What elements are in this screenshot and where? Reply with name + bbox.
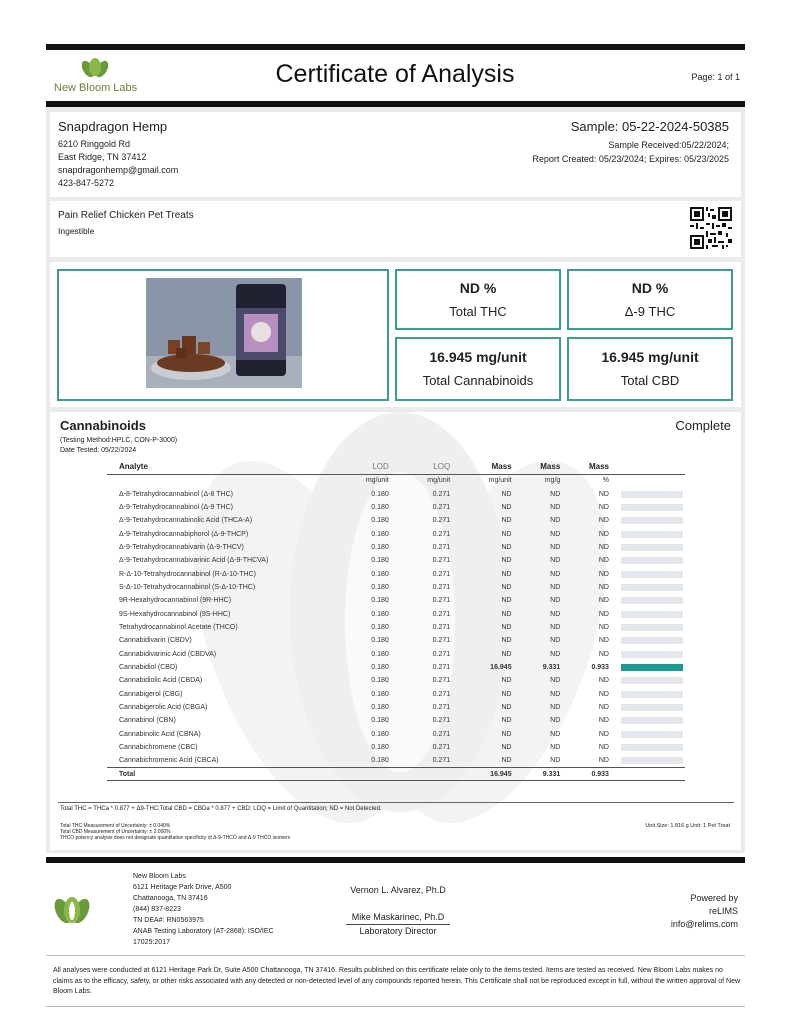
mass-unit-value: ND: [501, 717, 512, 725]
footer-lab-line: (844) 837-8223: [133, 906, 181, 913]
footer-lab-line: ANAB Testing Laboratory (AT-2868): ISO/IEC: [133, 928, 274, 935]
table-row: [107, 728, 685, 741]
mass-unit-value: ND: [501, 757, 512, 765]
unit-mass-g: mg/g: [544, 477, 561, 485]
level-bar-cell: [613, 674, 685, 687]
lod-value: 0.180: [371, 530, 389, 538]
header-bar: [613, 460, 685, 474]
testing-method: (Testing Method:HPLC, CON-P-3000): [60, 437, 178, 444]
total-mass-g: 9.331: [542, 770, 561, 778]
mass-g-value: ND: [550, 570, 561, 578]
level-bar-cell: [613, 621, 685, 634]
analyte-name: Δ-9-Tetrahydrocannabiphorol (Δ-9-THCP): [119, 530, 249, 538]
sample-received: Sample Received:05/22/2024;: [608, 140, 729, 150]
mass-unit-value: ND: [501, 543, 512, 551]
client-address-line1: 6210 Ringgold Rd: [58, 139, 131, 149]
level-bar-track: [621, 517, 683, 524]
level-bar-cell: [613, 487, 685, 500]
mass-g-value: ND: [550, 610, 561, 618]
units-row: [107, 474, 685, 487]
loq-value: 0.271: [432, 637, 451, 645]
analyte-name: Δ-9-Tetrahydrocannabivarinic Acid (Δ-9-THCVA): [119, 557, 269, 565]
mass-unit-value: ND: [501, 517, 512, 525]
footer-lab-line: TN DEA#: RN0563975: [133, 917, 204, 924]
pct-value: ND: [598, 490, 609, 498]
level-bar-track: [621, 744, 683, 751]
mass-unit-value: ND: [501, 690, 512, 698]
pct-value: ND: [598, 677, 609, 685]
mass-g-value: ND: [550, 757, 561, 765]
pct-value: ND: [598, 650, 609, 658]
level-bar-cell: [613, 754, 685, 767]
mass-unit-value: ND: [501, 677, 512, 685]
level-bar-cell: [613, 501, 685, 514]
total-cannabinoids-value: 16.945 mg/unit: [429, 349, 527, 365]
client-name: Snapdragon Hemp: [58, 119, 168, 134]
formula-note: Total THC = THCa * 0.877 + Δ9-THC;Total CBD = CBDa * 0.877 + CBD; LOQ = Limit of Quantitation; ND = Not Detected.: [60, 806, 382, 812]
footer-lab-line: 17025:2017: [133, 939, 170, 946]
lod-value: 0.180: [371, 503, 389, 511]
table-row: [107, 661, 685, 674]
table-row: [107, 487, 685, 500]
d9-thc-label: Δ-9 THC: [624, 304, 676, 319]
unit-loq: mg/unit: [427, 477, 451, 485]
mass-g-value: ND: [550, 677, 561, 685]
mass-g-value: ND: [550, 690, 561, 698]
footer-lab-info: [133, 871, 274, 948]
analyte-name: Cannabidivarinic Acid (CBDVA): [119, 650, 217, 658]
loq-value: 0.271: [432, 757, 451, 765]
analyte-name: Cannabigerolic Acid (CBGA): [119, 704, 208, 712]
level-bar-cell: [613, 541, 685, 554]
pct-value: ND: [598, 570, 609, 578]
lod-value: 0.180: [371, 637, 389, 645]
product-photo: [146, 278, 302, 388]
analyte-name: Cannabinolic Acid (CBNA): [119, 730, 201, 738]
table-row: [107, 581, 685, 594]
loq-value: 0.271: [432, 650, 451, 658]
analyte-name: Cannabigerol (CBG): [119, 690, 183, 698]
mass-g-value: ND: [550, 704, 561, 712]
level-bar-track: [621, 544, 683, 551]
mass-unit-value: ND: [501, 503, 512, 511]
level-bar-cell: [613, 647, 685, 660]
status-badge: Complete: [675, 418, 731, 433]
table-row: [107, 634, 685, 647]
header-lod: LOD: [372, 462, 389, 472]
disclaimer-rule: [46, 955, 745, 956]
table-header-row: [107, 460, 685, 474]
uncertainty-cbd: Total CBD Measurement of Uncertainty: ± 2.000%: [60, 829, 171, 835]
level-bar-cell: [613, 514, 685, 527]
analyte-name: Cannabichromene (CBC): [119, 744, 198, 752]
total-thc-label: Total THC: [449, 304, 507, 319]
mass-unit-value: ND: [501, 650, 512, 658]
footer-rule: [46, 857, 745, 863]
pct-value: ND: [598, 690, 609, 698]
date-tested: Date Tested: 05/22/2024: [60, 447, 137, 454]
table-row: [107, 714, 685, 727]
powered-by-label: Powered by: [690, 893, 738, 903]
lod-value: 0.180: [371, 744, 389, 752]
pct-value: ND: [598, 597, 609, 605]
table-row: [107, 501, 685, 514]
analyte-name: Δ-8-Tetrahydrocannabinol (Δ-8 THC): [119, 490, 234, 498]
lod-value: 0.180: [371, 543, 389, 551]
pct-value: ND: [598, 610, 609, 618]
pct-value: ND: [598, 543, 609, 551]
level-bar-cell: [613, 634, 685, 647]
total-label: Total: [119, 770, 136, 778]
level-bar-track: [621, 637, 683, 644]
table-row: [107, 607, 685, 620]
lod-value: 0.180: [371, 663, 389, 671]
total-cbd-value: 16.945 mg/unit: [601, 349, 699, 365]
unit-size: Unit Size: 1.816 g Unit: 1 Pet Treat: [645, 823, 730, 829]
signer-1: Vernon L. Alvarez, Ph.D: [350, 885, 446, 895]
product-photo-frame: [57, 269, 389, 401]
analyte-name: Cannabidivarin (CBDV): [119, 637, 192, 645]
pct-value: ND: [598, 717, 609, 725]
loq-value: 0.271: [432, 744, 451, 752]
analyte-name: Δ-9-Tetrahydrocannabinolic Acid (THCA-A): [119, 517, 253, 525]
level-bar-track: [621, 491, 683, 498]
unit-analyte: [107, 474, 319, 487]
loq-value: 0.271: [432, 663, 451, 671]
level-bar-cell: [613, 594, 685, 607]
analyte-name: Cannabichromenic Acid (CBCA): [119, 757, 219, 765]
lab-name: New Bloom Labs: [54, 82, 138, 94]
lod-value: 0.180: [371, 583, 389, 591]
mass-g-value: ND: [550, 650, 561, 658]
mass-unit-value: ND: [501, 704, 512, 712]
lab-logo: [52, 58, 142, 98]
level-bar-track: [621, 731, 683, 738]
lod-value: 0.180: [371, 570, 389, 578]
mass-g-value: ND: [550, 583, 561, 591]
loq-value: 0.271: [432, 530, 451, 538]
analyte-name: Tetrahydrocannabinol Acetate (THCO): [119, 623, 238, 631]
loq-value: 0.271: [432, 677, 451, 685]
header-analyte: Analyte: [119, 462, 148, 472]
lod-value: 0.180: [371, 730, 389, 738]
notes-rule: [58, 802, 734, 803]
loq-value: 0.271: [432, 690, 451, 698]
level-bar-track: [621, 531, 683, 538]
section-title: Cannabinoids: [60, 418, 146, 433]
powered-by: [671, 892, 738, 931]
lod-value: 0.180: [371, 623, 389, 631]
report-dates: Report Created: 05/23/2024; Expires: 05/23/2025: [532, 154, 729, 164]
header-mass-g: Mass: [540, 462, 561, 472]
level-bar-track: [621, 757, 683, 764]
lod-value: 0.180: [371, 490, 389, 498]
level-bar-track: [621, 557, 683, 564]
pct-value: ND: [598, 517, 609, 525]
uncertainty-thc: Total THC Measurement of Uncertainty: ± 0.040%: [60, 823, 171, 829]
total-pct: 0.933: [591, 770, 609, 778]
total-cbd-card: [567, 337, 733, 401]
table-row: [107, 647, 685, 660]
level-bar-cell: [613, 661, 685, 674]
total-cbd-label: Total CBD: [620, 373, 680, 388]
page-number: Page: 1 of 1: [691, 72, 740, 82]
table-row: [107, 688, 685, 701]
level-bar-cell: [613, 728, 685, 741]
loq-value: 0.271: [432, 490, 451, 498]
level-bar-cell: [613, 607, 685, 620]
footer-lab-line: New Bloom Labs: [133, 873, 186, 880]
header-mass-unit: Mass: [491, 462, 512, 472]
lod-value: 0.180: [371, 717, 389, 725]
pct-value: ND: [598, 757, 609, 765]
d9-thc-card: [567, 269, 733, 330]
table-row: [107, 541, 685, 554]
loq-value: 0.271: [432, 517, 451, 525]
loq-value: 0.271: [432, 610, 451, 618]
mass-g-value: ND: [550, 730, 561, 738]
loq-value: 0.271: [432, 704, 451, 712]
mass-unit-value: ND: [501, 744, 512, 752]
mass-g-value: ND: [550, 503, 561, 511]
analyte-name: Δ-9-Tetrahydrocannabivarin (Δ-9-THCV): [119, 543, 244, 551]
cannabinoids-table: [107, 460, 685, 781]
table-row: [107, 621, 685, 634]
mass-unit-value: ND: [501, 570, 512, 578]
total-mass-unit: 16.945: [490, 770, 512, 778]
mass-g-value: ND: [550, 490, 561, 498]
level-bar-cell: [613, 701, 685, 714]
analyte-name: 9R-Hexahydrocannabinol (9R-HHC): [119, 597, 232, 605]
mass-unit-value: ND: [501, 490, 512, 498]
signer-2: Mike Maskarinec, Ph.D: [351, 912, 445, 922]
mass-g-value: ND: [550, 744, 561, 752]
table-row: [107, 741, 685, 754]
table-row: [107, 754, 685, 767]
sample-id: Sample: 05-22-2024-50385: [570, 119, 729, 134]
bottom-rule: [46, 1006, 745, 1007]
product-name: Pain Relief Chicken Pet Treats: [58, 210, 194, 221]
lod-value: 0.180: [371, 757, 389, 765]
loq-value: 0.271: [432, 623, 451, 631]
summary-panel: [50, 262, 741, 407]
level-bar-fill: [621, 664, 683, 671]
mass-unit-value: ND: [501, 597, 512, 605]
loq-value: 0.271: [432, 717, 451, 725]
loq-value: 0.271: [432, 597, 451, 605]
pct-value: ND: [598, 623, 609, 631]
level-bar-cell: [613, 567, 685, 580]
table-row: [107, 674, 685, 687]
lod-value: 0.180: [371, 650, 389, 658]
disclaimer: All analyses were conducted at 6121 Heritage Park Dr, Suite A500 Chattanooga, TN 37416. Results published on this certificate relate only to the items tested. Items are tested as received. New Bloom Labs makes no claims as to the efficacy, safety, or other risks associated with any detected or non-detected level of any compounds reported herein. This Certificate shall not be reproduced except in full, without the written approval of New Bloom Labs.: [53, 967, 741, 995]
signer-2-title: Laboratory Director: [359, 926, 437, 936]
level-bar-cell: [613, 581, 685, 594]
mass-g-value: ND: [550, 623, 561, 631]
analyte-name: Cannabinol (CBN): [119, 717, 176, 725]
table-row: [107, 594, 685, 607]
analyte-name: S-Δ-10-Tetrahydrocannabinol (S-Δ-10-THC): [119, 583, 256, 591]
client-address-line2: East Ridge, TN 37412: [58, 152, 147, 162]
client-email: snapdragonhemp@gmail.com: [58, 165, 179, 175]
product-type: Ingestible: [58, 226, 95, 236]
pct-value: 0.933: [591, 663, 609, 671]
table-row: [107, 527, 685, 540]
loq-value: 0.271: [432, 503, 451, 511]
lod-value: 0.180: [371, 610, 389, 618]
mass-g-value: ND: [550, 637, 561, 645]
total-thc-card: [395, 269, 561, 330]
table-row: [107, 514, 685, 527]
pct-value: ND: [598, 704, 609, 712]
mass-g-value: 9.331: [542, 663, 561, 671]
table-row: [107, 701, 685, 714]
unit-lod: mg/unit: [365, 477, 389, 485]
loq-value: 0.271: [432, 583, 451, 591]
product-panel: [50, 201, 741, 257]
level-bar-track: [621, 611, 683, 618]
loq-value: 0.271: [432, 570, 451, 578]
loq-value: 0.271: [432, 730, 451, 738]
level-bar-track: [621, 597, 683, 604]
mass-g-value: ND: [550, 557, 561, 565]
header-mass-pct: Mass: [588, 462, 609, 472]
mass-g-value: ND: [550, 530, 561, 538]
unit-pct: %: [602, 477, 609, 485]
page-title: Certificate of Analysis: [275, 60, 515, 88]
top-rule: [46, 44, 745, 50]
mass-g-value: ND: [550, 517, 561, 525]
analyte-name: R-Δ-10-Tetrahydrocannabinol (R-Δ-10-THC): [119, 570, 256, 578]
client-panel: [50, 112, 741, 197]
mass-unit-value: ND: [501, 557, 512, 565]
pct-value: ND: [598, 583, 609, 591]
level-bar-track: [621, 704, 683, 711]
level-bar-track: [621, 691, 683, 698]
mass-g-value: ND: [550, 597, 561, 605]
mass-unit-value: ND: [501, 610, 512, 618]
analyte-name: 9S-Hexahydrocannabinol (9S-HHC): [119, 610, 231, 618]
level-bar-track: [621, 651, 683, 658]
powered-by-email[interactable]: info@relims.com: [670, 919, 738, 929]
pct-value: ND: [598, 730, 609, 738]
footer-lab-line: Chattanooga, TN 37416: [133, 895, 208, 902]
pct-value: ND: [598, 744, 609, 752]
lod-value: 0.180: [371, 557, 389, 565]
footer-logo-icon: [52, 896, 92, 926]
table-row: [107, 554, 685, 567]
client-address: [58, 138, 178, 190]
lod-value: 0.180: [371, 517, 389, 525]
thco-note: THCO potency analysis does not designate quantitative specificity of Δ-9-THCO and Δ-9 THCO isomers: [60, 835, 291, 841]
level-bar-track: [621, 624, 683, 631]
level-bar-cell: [613, 527, 685, 540]
d9-thc-value: ND %: [631, 280, 669, 296]
level-bar-track: [621, 584, 683, 591]
total-cannabinoids-label: Total Cannabinoids: [422, 373, 534, 388]
level-bar-track: [621, 677, 683, 684]
level-bar-cell: [613, 714, 685, 727]
client-phone: 423-847-5272: [58, 178, 115, 188]
pct-value: ND: [598, 530, 609, 538]
total-row: [107, 768, 685, 781]
level-bar-cell: [613, 554, 685, 567]
mass-unit-value: ND: [501, 530, 512, 538]
level-bar-track: [621, 717, 683, 724]
lod-value: 0.180: [371, 704, 389, 712]
lod-value: 0.180: [371, 690, 389, 698]
mass-unit-value: ND: [501, 583, 512, 591]
table-row: [107, 567, 685, 580]
lod-value: 0.180: [371, 677, 389, 685]
mass-g-value: ND: [550, 543, 561, 551]
loq-value: 0.271: [432, 557, 451, 565]
analyte-name: Δ-9-Tetrahydrocannabinol (Δ-9 THC): [119, 503, 234, 511]
uncertainty-notes: [60, 823, 290, 841]
mass-unit-value: ND: [501, 637, 512, 645]
level-bar-track: [621, 571, 683, 578]
level-bar-cell: [613, 741, 685, 754]
unit-mass-unit: mg/unit: [488, 477, 512, 485]
qr-code-icon[interactable]: [690, 207, 732, 249]
header-loq: LOQ: [433, 462, 451, 472]
powered-by-name: reLIMS: [708, 906, 738, 916]
mass-g-value: ND: [550, 717, 561, 725]
analyte-name: Cannabidiol (CBD): [119, 663, 178, 671]
total-thc-value: ND %: [459, 280, 497, 296]
lod-value: 0.180: [371, 597, 389, 605]
level-bar-cell: [613, 688, 685, 701]
total-cannabinoids-card: [395, 337, 561, 401]
mass-unit-value: ND: [501, 623, 512, 631]
pct-value: ND: [598, 557, 609, 565]
pct-value: ND: [598, 503, 609, 511]
signature-line: [346, 924, 450, 925]
mass-unit-value: ND: [501, 730, 512, 738]
level-bar-track: [621, 664, 683, 671]
footer-lab-line: 6121 Heritage Park Drive, A500: [133, 884, 232, 891]
level-bar-track: [621, 504, 683, 511]
analyte-name: Cannabidiolic Acid (CBDA): [119, 677, 203, 685]
pct-value: ND: [598, 637, 609, 645]
loq-value: 0.271: [432, 543, 451, 551]
mass-unit-value: 16.945: [490, 663, 512, 671]
